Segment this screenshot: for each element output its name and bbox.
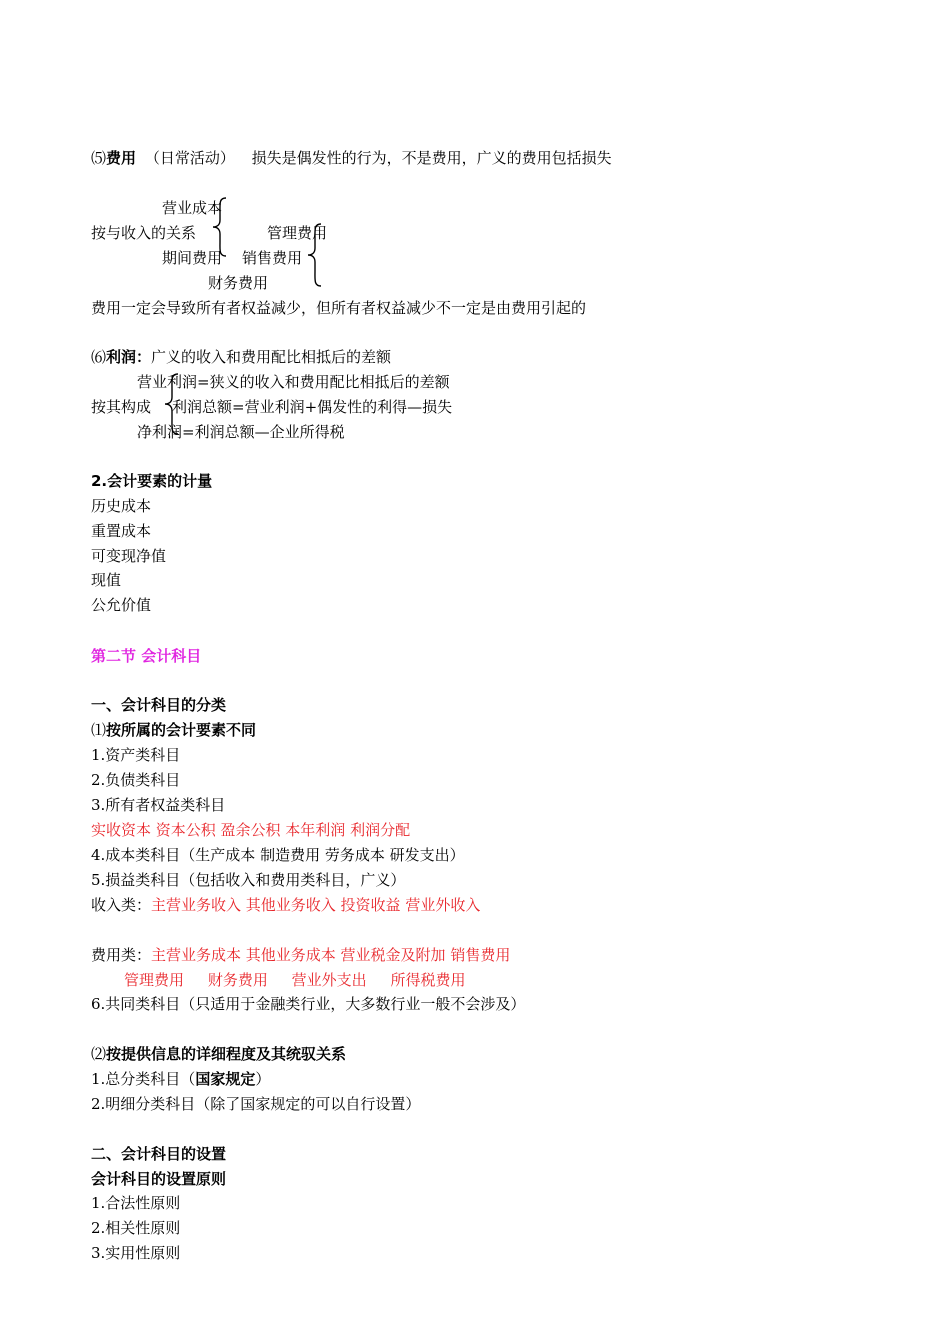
income-list: 主营业务收入 其他业务收入 投资收益 营业外收入 (151, 896, 481, 914)
expense-heading (91, 148, 612, 168)
setup-subtitle: 会计科目的设置原则 (91, 1170, 227, 1188)
expense-label: 费用类： (91, 946, 152, 964)
sub1-num: ⑴ (91, 721, 107, 739)
left-brace-icon-2 (305, 222, 325, 288)
classification-sub2 (91, 1044, 346, 1064)
class-item-4: 4.成本类科目（生产成本 制造费用 劳务成本 研发支出） (91, 846, 465, 864)
detail-ledger-item: 2.明细分类科目（除了国家规定的可以自行设置） (91, 1095, 421, 1113)
expense-num: ⑸ (91, 149, 107, 167)
measure-item-4: 现值 (91, 571, 122, 589)
tree-finance-expense: 财务费用 (208, 274, 269, 292)
classification-title: 一、会计科目的分类 (91, 696, 227, 714)
setup-title: 二、会计科目的设置 (91, 1145, 227, 1163)
profit-desc: 广义的收入和费用配比相抵后的差额 (151, 348, 392, 366)
section-2-title: 第二节 会计科目 (91, 647, 202, 665)
sub2-num: ⑵ (91, 1045, 107, 1063)
class-item-5: 5.损益类科目（包括收入和费用类科目，广义） (91, 871, 406, 889)
expense-desc: 损失是偶发性的行为，不是费用，广义的费用包括损失 (251, 149, 612, 167)
expense-list-1: 主营业务成本 其他业务成本 营业税金及附加 销售费用 (151, 946, 511, 964)
classification-sub1 (91, 720, 256, 740)
total-profit: 利润总额=营业利润+偶发性的利得—损失 (172, 398, 453, 416)
measurement-title: 2.会计要素的计量 (91, 472, 213, 490)
sub2-text: 按提供信息的详细程度及其统驭关系 (106, 1045, 347, 1063)
income-label: 收入类： (91, 896, 152, 914)
sub1-text: 按所属的会计要素不同 (106, 721, 257, 739)
setup-item-1: 1.合法性原则 (91, 1194, 181, 1212)
equity-accounts: 实收资本 资本公积 盈余公积 本年利润 利润分配 (91, 821, 411, 839)
tree-management-expense: 管理费用 (267, 224, 328, 242)
profit-heading (91, 347, 391, 367)
expense-note: （日常活动） (144, 149, 235, 167)
class-item-2: 2.负债类科目 (91, 771, 181, 789)
measure-item-3: 可变现净值 (91, 547, 167, 565)
setup-item-2: 2.相关性原则 (91, 1219, 181, 1237)
profit-title: 利润： (106, 348, 152, 366)
general-ledger-item (91, 1069, 270, 1089)
class-item-1: 1.资产类科目 (91, 746, 181, 764)
class-item-6: 6.共同类科目（只适用于金融类行业，大多数行业一般不会涉及） (91, 995, 526, 1013)
expense-title: 费用 (106, 149, 137, 167)
measure-item-2: 重置成本 (91, 522, 152, 540)
setup-item-3: 3.实用性原则 (91, 1244, 181, 1262)
measure-item-5: 公允价值 (91, 596, 152, 614)
tree-sales-expense: 销售费用 (242, 249, 303, 267)
general-ledger-c: ） (255, 1070, 271, 1088)
profit-root: 按其构成 (91, 398, 152, 416)
measure-item-1: 历史成本 (91, 497, 152, 515)
expense-list-2: 管理费用 财务费用 营业外支出 所得税费用 (124, 971, 466, 989)
net-profit: 净利润=利润总额—企业所得税 (137, 423, 345, 441)
expense-conclusion: 费用一定会导致所有者权益减少，但所有者权益减少不一定是由费用引起的 (91, 299, 587, 317)
left-brace-icon-3 (162, 372, 182, 436)
tree-operating-cost: 营业成本 (162, 199, 223, 217)
expense-accounts (91, 945, 510, 965)
tree-root-relation: 按与收入的关系 (91, 224, 197, 242)
general-ledger-b: 国家规定 (195, 1070, 256, 1088)
income-accounts (91, 895, 480, 915)
left-brace-icon (210, 196, 230, 258)
general-ledger-a: 1.总分类科目（ (91, 1070, 196, 1088)
profit-num: ⑹ (91, 348, 107, 366)
class-item-3: 3.所有者权益类科目 (91, 796, 226, 814)
tree-period-expense: 期间费用 (162, 249, 223, 267)
operating-profit: 营业利润=狭义的收入和费用配比相抵后的差额 (137, 373, 450, 391)
